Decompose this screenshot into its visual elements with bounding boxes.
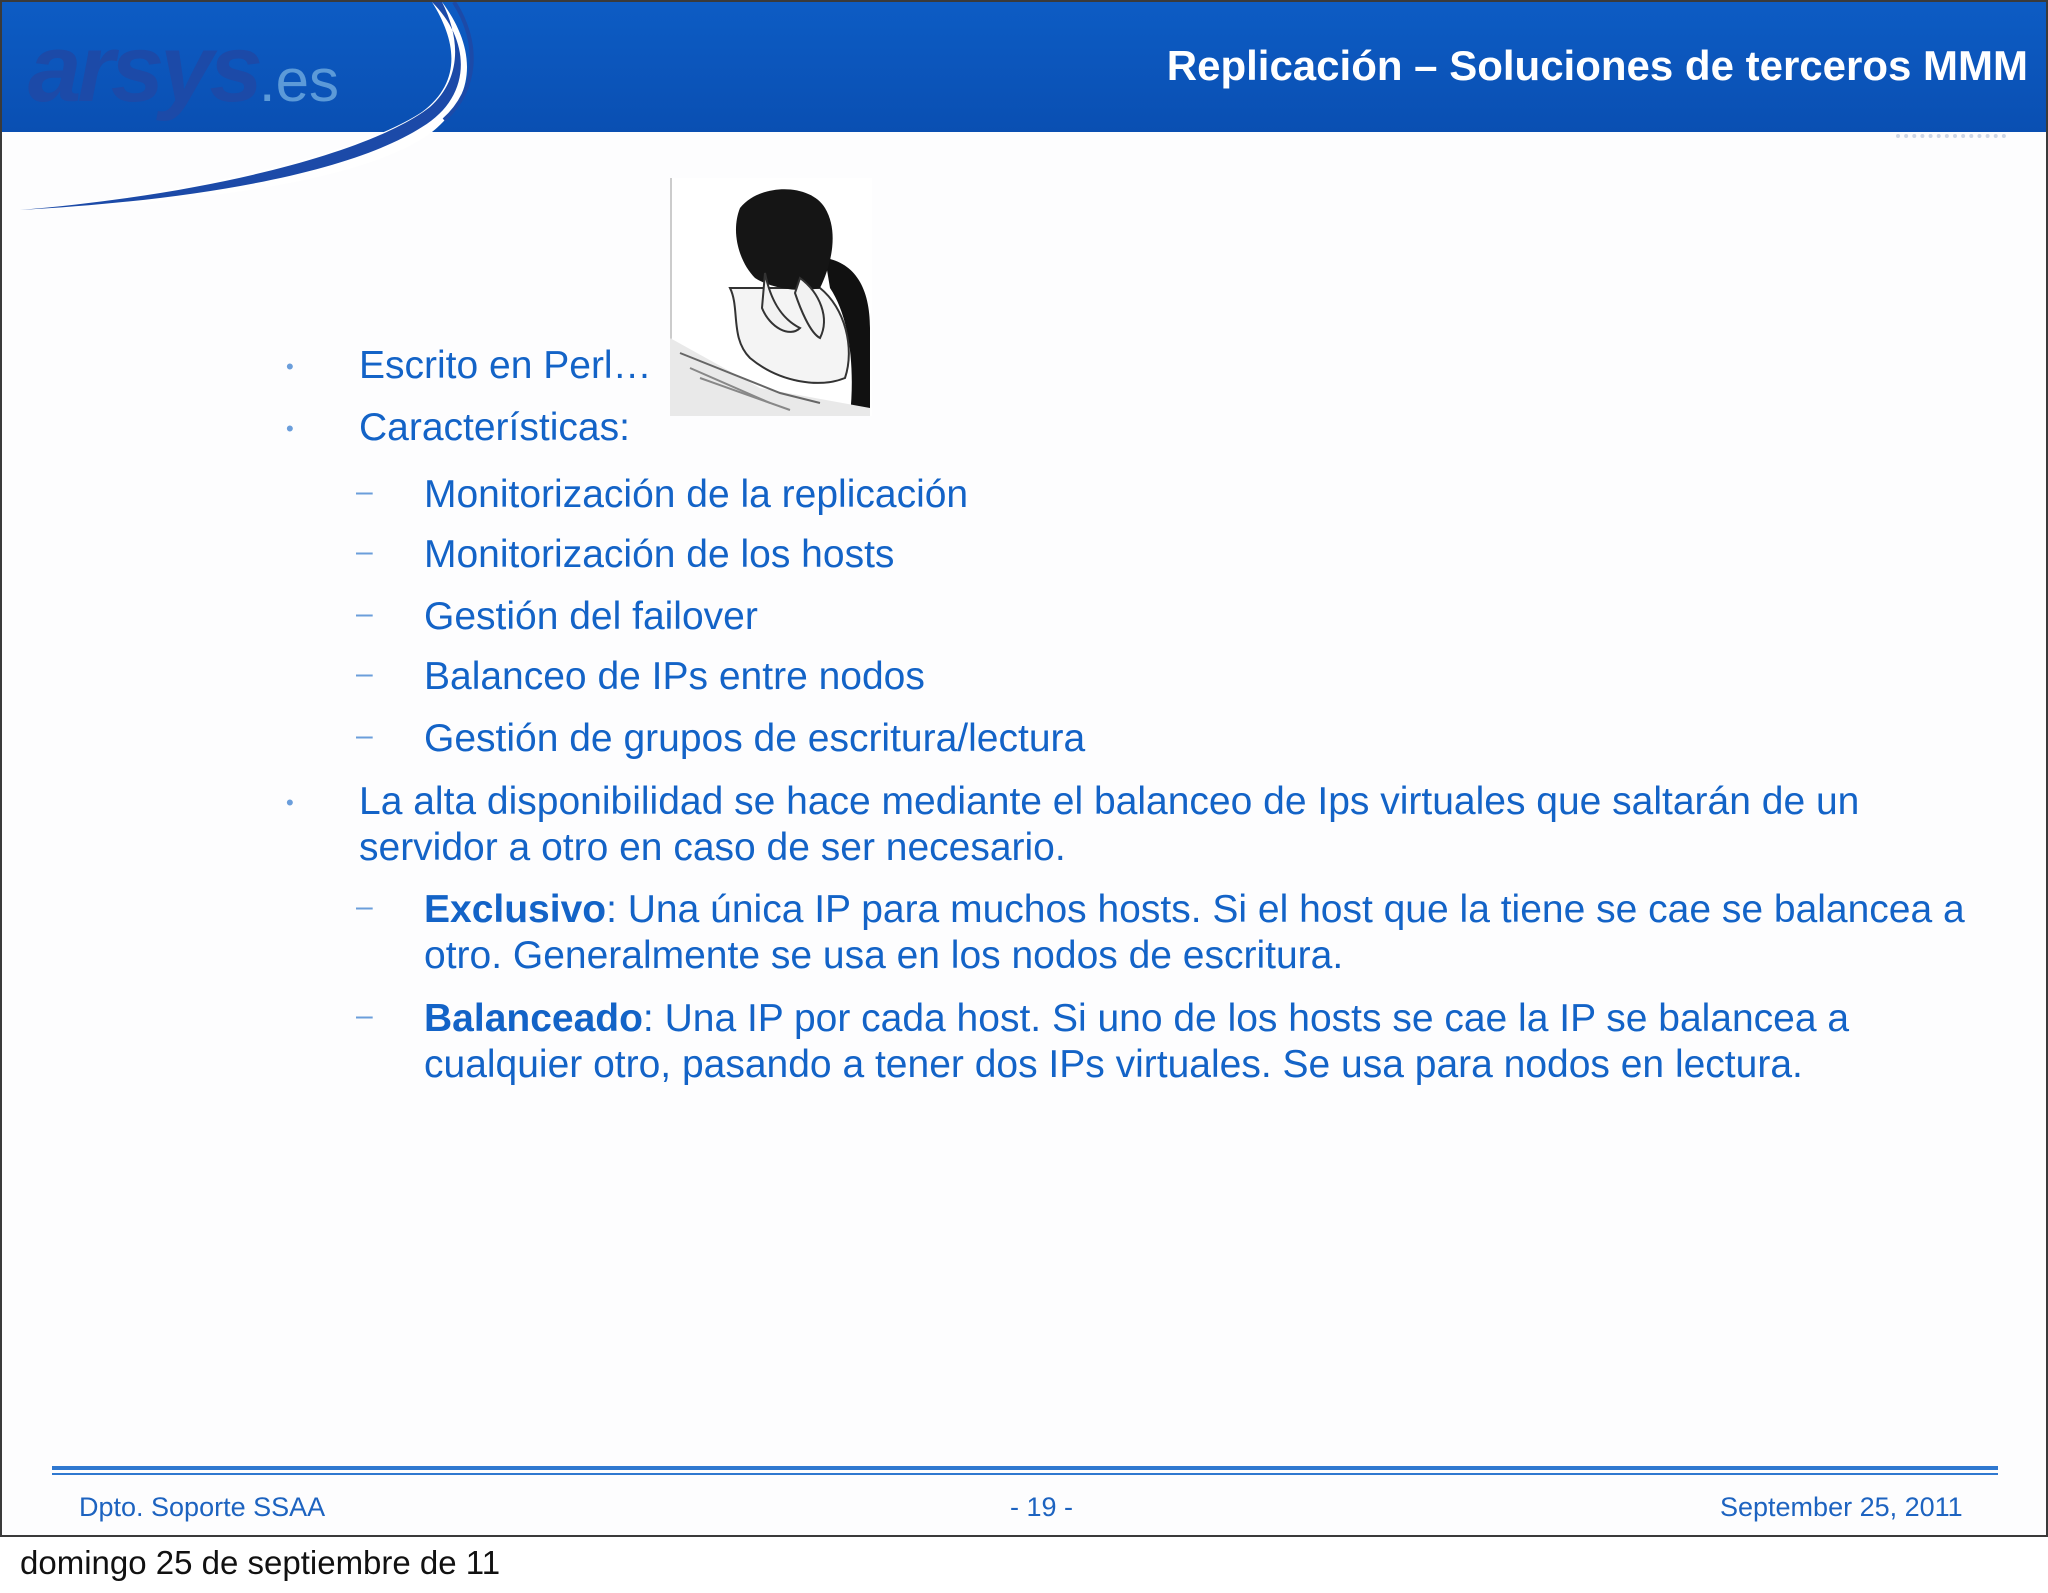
footer-rule — [52, 1466, 1998, 1470]
dash-icon: – — [356, 535, 373, 568]
dash-icon: – — [356, 719, 373, 752]
term-balanced: Balanceado — [424, 997, 643, 1040]
slide-content — [2, 2, 2046, 1535]
sub-item-replication: Monitorización de la replicación — [424, 473, 969, 516]
bullet-ha-line2: servidor a otro en caso de ser necesario. — [359, 826, 1066, 869]
bullet-features: Características: — [359, 406, 630, 449]
bullet-perl: Escrito en Perl… — [359, 344, 652, 387]
dash-icon: – — [356, 657, 373, 690]
sub-item-groups: Gestión de grupos de escritura/lectura — [424, 717, 1086, 760]
logo-name: arsys — [28, 15, 259, 122]
footer-rule-thin — [52, 1473, 1998, 1475]
balanced-desc: : Una IP por cada host. Si uno de los hosts se cae la IP se balancea a — [642, 997, 1850, 1040]
sub-item-balanced-line1 — [424, 997, 1849, 1041]
dash-icon: – — [356, 999, 373, 1032]
bullet-dot-icon: • — [286, 790, 294, 815]
dash-icon: – — [356, 597, 373, 630]
slide-caption: domingo 25 de septiembre de 11 — [20, 1544, 501, 1581]
footer-page-number: - 19 - — [1010, 1492, 1074, 1522]
sub-item-exclusive-line1 — [424, 888, 1965, 932]
exclusive-desc: : Una única IP para muchos hosts. Si el host que la tiene se cae se balancea a — [606, 888, 1965, 931]
bullet-dot-icon: • — [286, 416, 294, 441]
sub-item-exclusive-line2: otro. Generalmente se usa en los nodos de escritura. — [424, 934, 1344, 977]
sub-item-balanced-line2: cualquier otro, pasando a tener dos IPs virtuales. Se usa para nodos en lectura. — [424, 1043, 1803, 1086]
logo-tld: .es — [258, 47, 339, 114]
term-exclusive: Exclusivo — [424, 888, 607, 931]
sub-item-failover: Gestión del failover — [424, 595, 758, 638]
footer-department: Dpto. Soporte SSAA — [79, 1492, 326, 1522]
footer-date: September 25, 2011 — [1720, 1492, 1963, 1522]
dash-icon: – — [356, 475, 373, 508]
slide-title: Replicación – Soluciones de terceros MMM — [1166, 42, 2028, 89]
dash-icon: – — [356, 890, 373, 923]
sub-item-hosts: Monitorización de los hosts — [424, 533, 895, 576]
bullet-dot-icon: • — [286, 354, 294, 379]
sub-item-ip-balance: Balanceo de IPs entre nodos — [424, 655, 925, 698]
bullet-ha-line1: La alta disponibilidad se hace mediante el balanceo de Ips virtuales que saltarán de un — [359, 780, 1860, 823]
